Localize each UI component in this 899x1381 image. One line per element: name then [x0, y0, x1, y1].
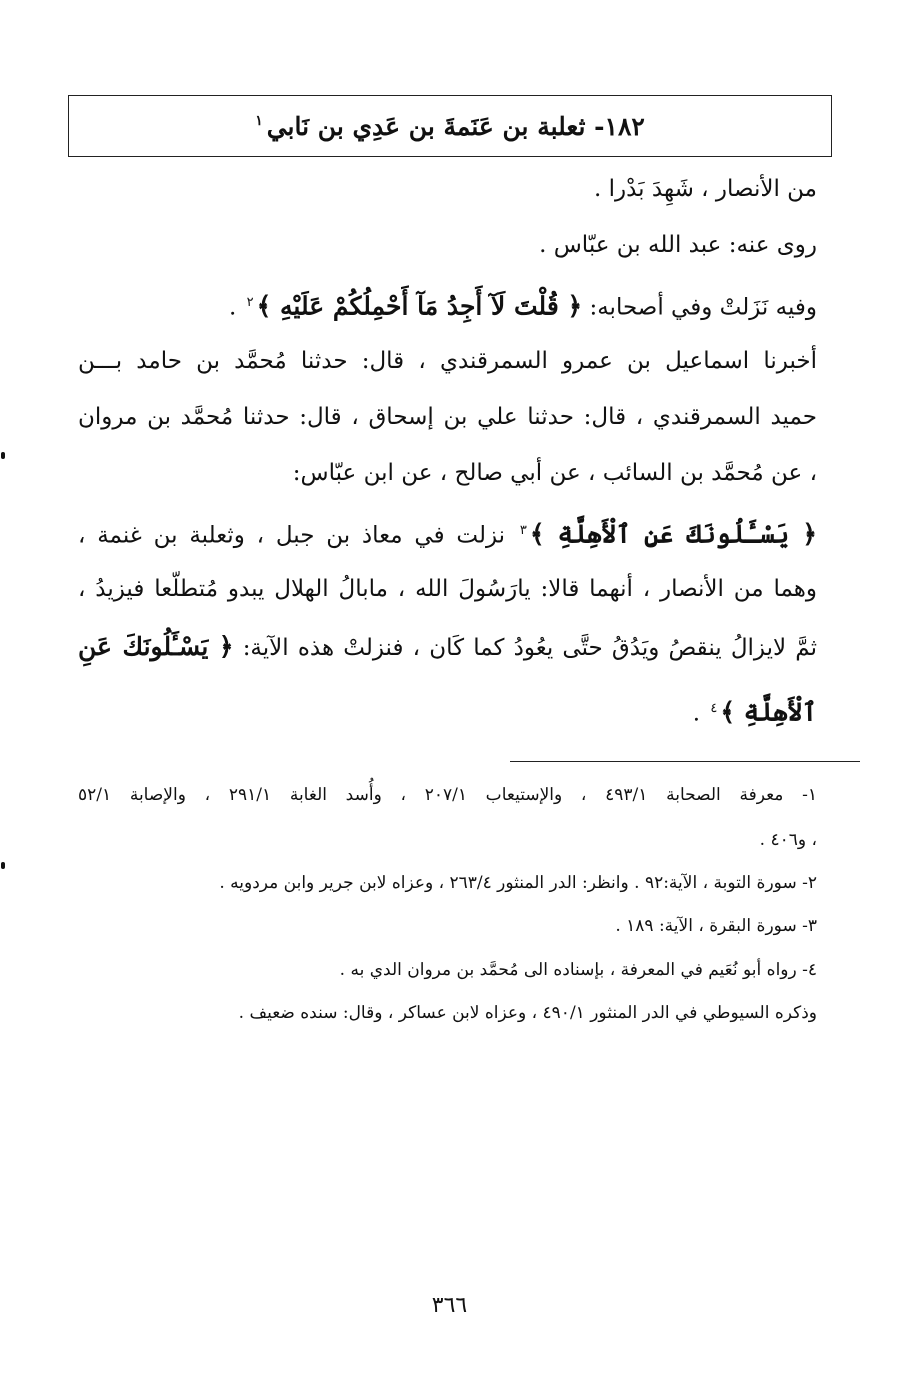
scan-mark	[1, 862, 5, 869]
scan-mark	[1, 452, 5, 459]
line3-end: .	[229, 294, 237, 321]
line7-text: نزلت في معاذ بن جبل ، وثعلبة بن غنمة ،	[78, 522, 506, 549]
line10-end: .	[692, 700, 701, 727]
quran-verse-1: ﴿ قُلْتَ لَآ أَجِدُ مَآ أَحْمِلُكُمْ عَلَيْهِ ﴾	[256, 291, 583, 321]
body-line-4: أخبرنا اسماعيل بن عمرو السمرقندي ، قال: حدثنا مُحمَّد بن حامد بـــن	[78, 348, 817, 374]
footnote-ref-2: ٢	[246, 295, 254, 310]
body-line-2: روى عنه: عبد الله بن عبّاس .	[539, 232, 817, 258]
footnote-1: ١- معرفة الصحابة ٤٩٣/١ ، والإستيعاب ٢٠٧/١ ، وأُسد الغابة ٢٩١/١ ، والإصابة ٥٢/١	[78, 785, 817, 805]
quran-verse-3-end: ٱلْأَهِلَّةِ ﴾	[720, 697, 817, 727]
quran-verse-3-start: ﴿ يَسْـَٔلُونَكَ عَنِ	[78, 632, 234, 661]
line3-text: وفيه نَزَلتْ وفي أصحابه:	[589, 294, 817, 321]
line9-text: ثمَّ لايزالُ ينقصُ ويَدُقُ حتَّى يعُودُ كما كَان ، فنزلتْ هذه الآية:	[242, 635, 817, 661]
body-line-8: وهما من الأنصار ، أنهما قالا: يارَسُولَ الله ، مابالُ الهلال يبدو مُتطلّعا فيزيدُ ،	[78, 576, 817, 602]
title-footnote-ref: ١	[255, 113, 263, 130]
footnote-4: ٤- رواه أبو نُعَيم في المعرفة ، بإسناده الى مُحمَّد بن مروان الدي به .	[339, 960, 817, 980]
footnote-1-continued: ، و٤٠٦ .	[759, 830, 817, 850]
body-line-5: حميد السمرقندي ، قال: حدثنا علي بن إسحاق ، قال: حدثنا مُحمَّد بن مروان	[78, 404, 817, 430]
chapter-title: ١٨٢- ثعلبة بن عَنَمةَ بن عَدِي بن نَابي$^١$	[255, 111, 645, 141]
page-number: ٣٦٦	[431, 1293, 468, 1318]
footnote-3: ٣- سورة البقرة ، الآية: ١٨٩ .	[615, 916, 817, 936]
body-line-3	[229, 286, 817, 325]
body-line-1: من الأنصار ، شَهِدَ بَدْرا .	[593, 176, 817, 202]
footnote-ref-4: ٤	[710, 701, 718, 716]
chapter-title-box	[68, 95, 832, 157]
footnote-4-continued: وذكره السيوطي في الدر المنثور ٤٩٠/١ ، وعزاه لابن عساكر ، وقال: سنده ضعيف .	[238, 1003, 817, 1023]
footnote-separator	[510, 761, 860, 762]
footnote-ref-3: ٣	[519, 523, 527, 538]
body-line-7	[78, 514, 817, 553]
body-line-10	[693, 692, 817, 731]
footnote-2: ٢- سورة التوبة ، الآية:٩٢ . وانظر: الدر المنثور ٢٦٣/٤ ، وعزاه لابن جرير وابن مردويه .	[219, 873, 817, 893]
body-line-6: ، عن مُحمَّد بن السائب ، عن أبي صالح ، عن ابن عبّاس:	[292, 460, 817, 486]
body-line-9	[78, 630, 817, 665]
quran-verse-2: ﴿ يَسْـَٔلُونَكَ عَنِ ٱلْأَهِلَّةِ ﴾	[529, 519, 817, 549]
